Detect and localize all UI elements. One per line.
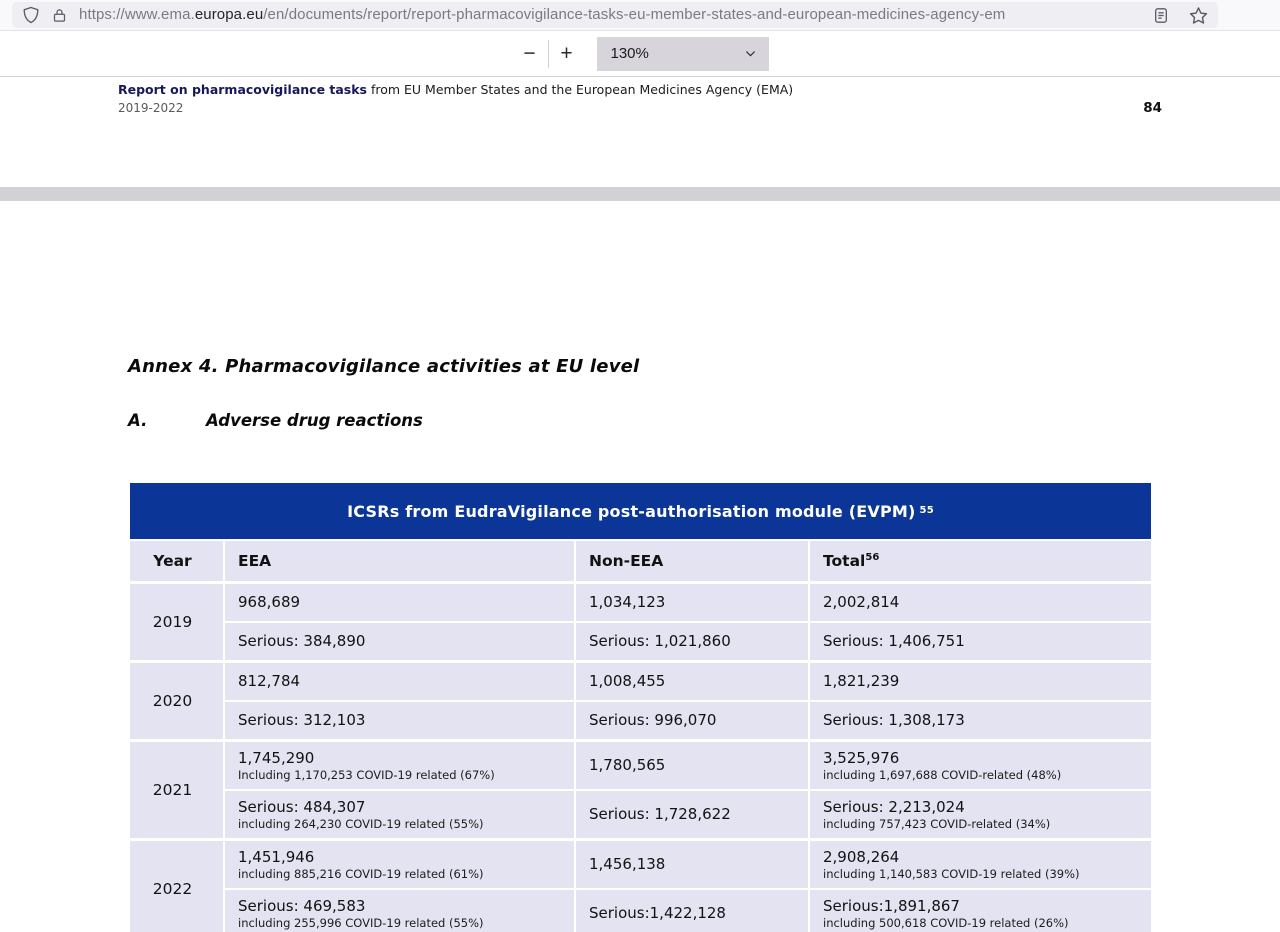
icsr-table [130, 483, 1151, 932]
page-separator [0, 187, 1280, 201]
column-header-eea: EEA [225, 541, 574, 581]
total-serious-cell: Serious: 2,213,024 including 757,423 COVID-related (34%) [810, 791, 1151, 838]
section-title: Adverse drug reactions [206, 411, 423, 430]
total-footnote: 56 [865, 551, 880, 563]
column-header-non-eea: Non-EEA [576, 541, 808, 581]
section-letter: A. [128, 411, 148, 430]
non-eea-value-cell: 1,456,138 [576, 841, 808, 888]
year-cell: 2021 [130, 742, 223, 838]
url-fade-overlay [1077, 2, 1147, 28]
non-eea-serious-cell: Serious:1,422,128 [576, 890, 808, 932]
year-cell: 2019 [130, 584, 223, 660]
bookmark-star-icon[interactable] [1189, 6, 1208, 25]
table-row-2022 [130, 841, 1151, 932]
zoom-in-button[interactable]: + [549, 37, 585, 71]
url-scheme: https://www.ema. [79, 6, 195, 23]
year-cell: 2022 [130, 841, 223, 932]
zoom-level-value: 130% [610, 45, 649, 62]
non-eea-serious-cell: Serious: 1,728,622 [576, 791, 808, 838]
browser-toolbar [0, 0, 1280, 31]
section-heading [128, 411, 423, 430]
document-title-line [118, 82, 793, 97]
eea-serious-cell: Serious: 384,890 [225, 623, 574, 660]
non-eea-value-cell: 1,034,123 [576, 584, 808, 621]
column-header-year: Year [130, 541, 223, 581]
total-value-cell: 2,908,264 including 1,140,583 COVID-19 related (39%) [810, 841, 1151, 888]
table-row-2020 [130, 663, 1151, 739]
total-label: Total [823, 552, 866, 570]
column-header-total [810, 541, 1151, 581]
document-title-rest: from EU Member States and the European Medicines Agency (EMA) [367, 82, 794, 97]
pdf-viewer-toolbar [0, 31, 1280, 77]
non-eea-serious-cell: Serious: 996,070 [576, 702, 808, 739]
table-row-2019 [130, 584, 1151, 660]
table-row-2021 [130, 742, 1151, 838]
zoom-out-button[interactable]: − [512, 37, 548, 71]
non-eea-value-cell: 1,008,455 [576, 663, 808, 700]
table-header-row [130, 541, 1151, 581]
zoom-level-dropdown[interactable] [597, 37, 769, 71]
eea-value-cell: 968,689 [225, 584, 574, 621]
lock-icon[interactable] [52, 6, 67, 25]
eea-serious-cell: Serious: 484,307 including 264,230 COVID-19 related (55%) [225, 791, 574, 838]
eea-value-cell: 1,745,290 Including 1,170,253 COVID-19 related (67%) [225, 742, 574, 789]
eea-value-cell: 812,784 [225, 663, 574, 700]
table-title: ICSRs from EudraVigilance post-authorisation module (EVPM) [347, 501, 916, 521]
eea-serious-cell: Serious: 312,103 [225, 702, 574, 739]
shield-icon[interactable] [22, 5, 40, 25]
eea-value-cell: 1,451,946 including 885,216 COVID-19 related (61%) [225, 841, 574, 888]
total-serious-cell: Serious: 1,308,173 [810, 702, 1151, 739]
pdf-page-current [0, 201, 1280, 932]
annex-heading: Annex 4. Pharmacovigilance activities at EU level [128, 356, 640, 377]
table-title-bar: ICSRs from EudraVigilance post-authorisation module (EVPM) 55 [130, 483, 1151, 539]
reader-mode-icon[interactable] [1153, 6, 1169, 25]
page-number: 84 [1143, 100, 1162, 116]
url-path: /en/documents/report/report-pharmacovigilance-tasks-eu-member-states-and-european-medicines-agency-em [263, 6, 1006, 23]
total-serious-cell: Serious:1,891,867 including 500,618 COVID-19 related (26%) [810, 890, 1151, 932]
total-value-cell: 2,002,814 [810, 584, 1151, 621]
year-cell: 2020 [130, 663, 223, 739]
eea-serious-cell: Serious: 469,583 including 255,996 COVID-19 related (55%) [225, 890, 574, 932]
document-running-header [118, 82, 793, 115]
document-subtitle: 2019-2022 [118, 101, 184, 115]
total-value-cell: 3,525,976 including 1,697,688 COVID-related (48%) [810, 742, 1151, 789]
url-domain: europa.eu [194, 6, 264, 23]
non-eea-serious-cell: Serious: 1,021,860 [576, 623, 808, 660]
chevron-down-icon [744, 47, 757, 60]
url-bar[interactable] [12, 2, 1218, 28]
total-value-cell: 1,821,239 [810, 663, 1151, 700]
non-eea-value-cell: 1,780,565 [576, 742, 808, 789]
url-text[interactable] [79, 2, 1147, 28]
total-serious-cell: Serious: 1,406,751 [810, 623, 1151, 660]
pdf-page-previous [0, 77, 1280, 187]
document-title-bold: Report on pharmacovigilance tasks [118, 82, 367, 97]
